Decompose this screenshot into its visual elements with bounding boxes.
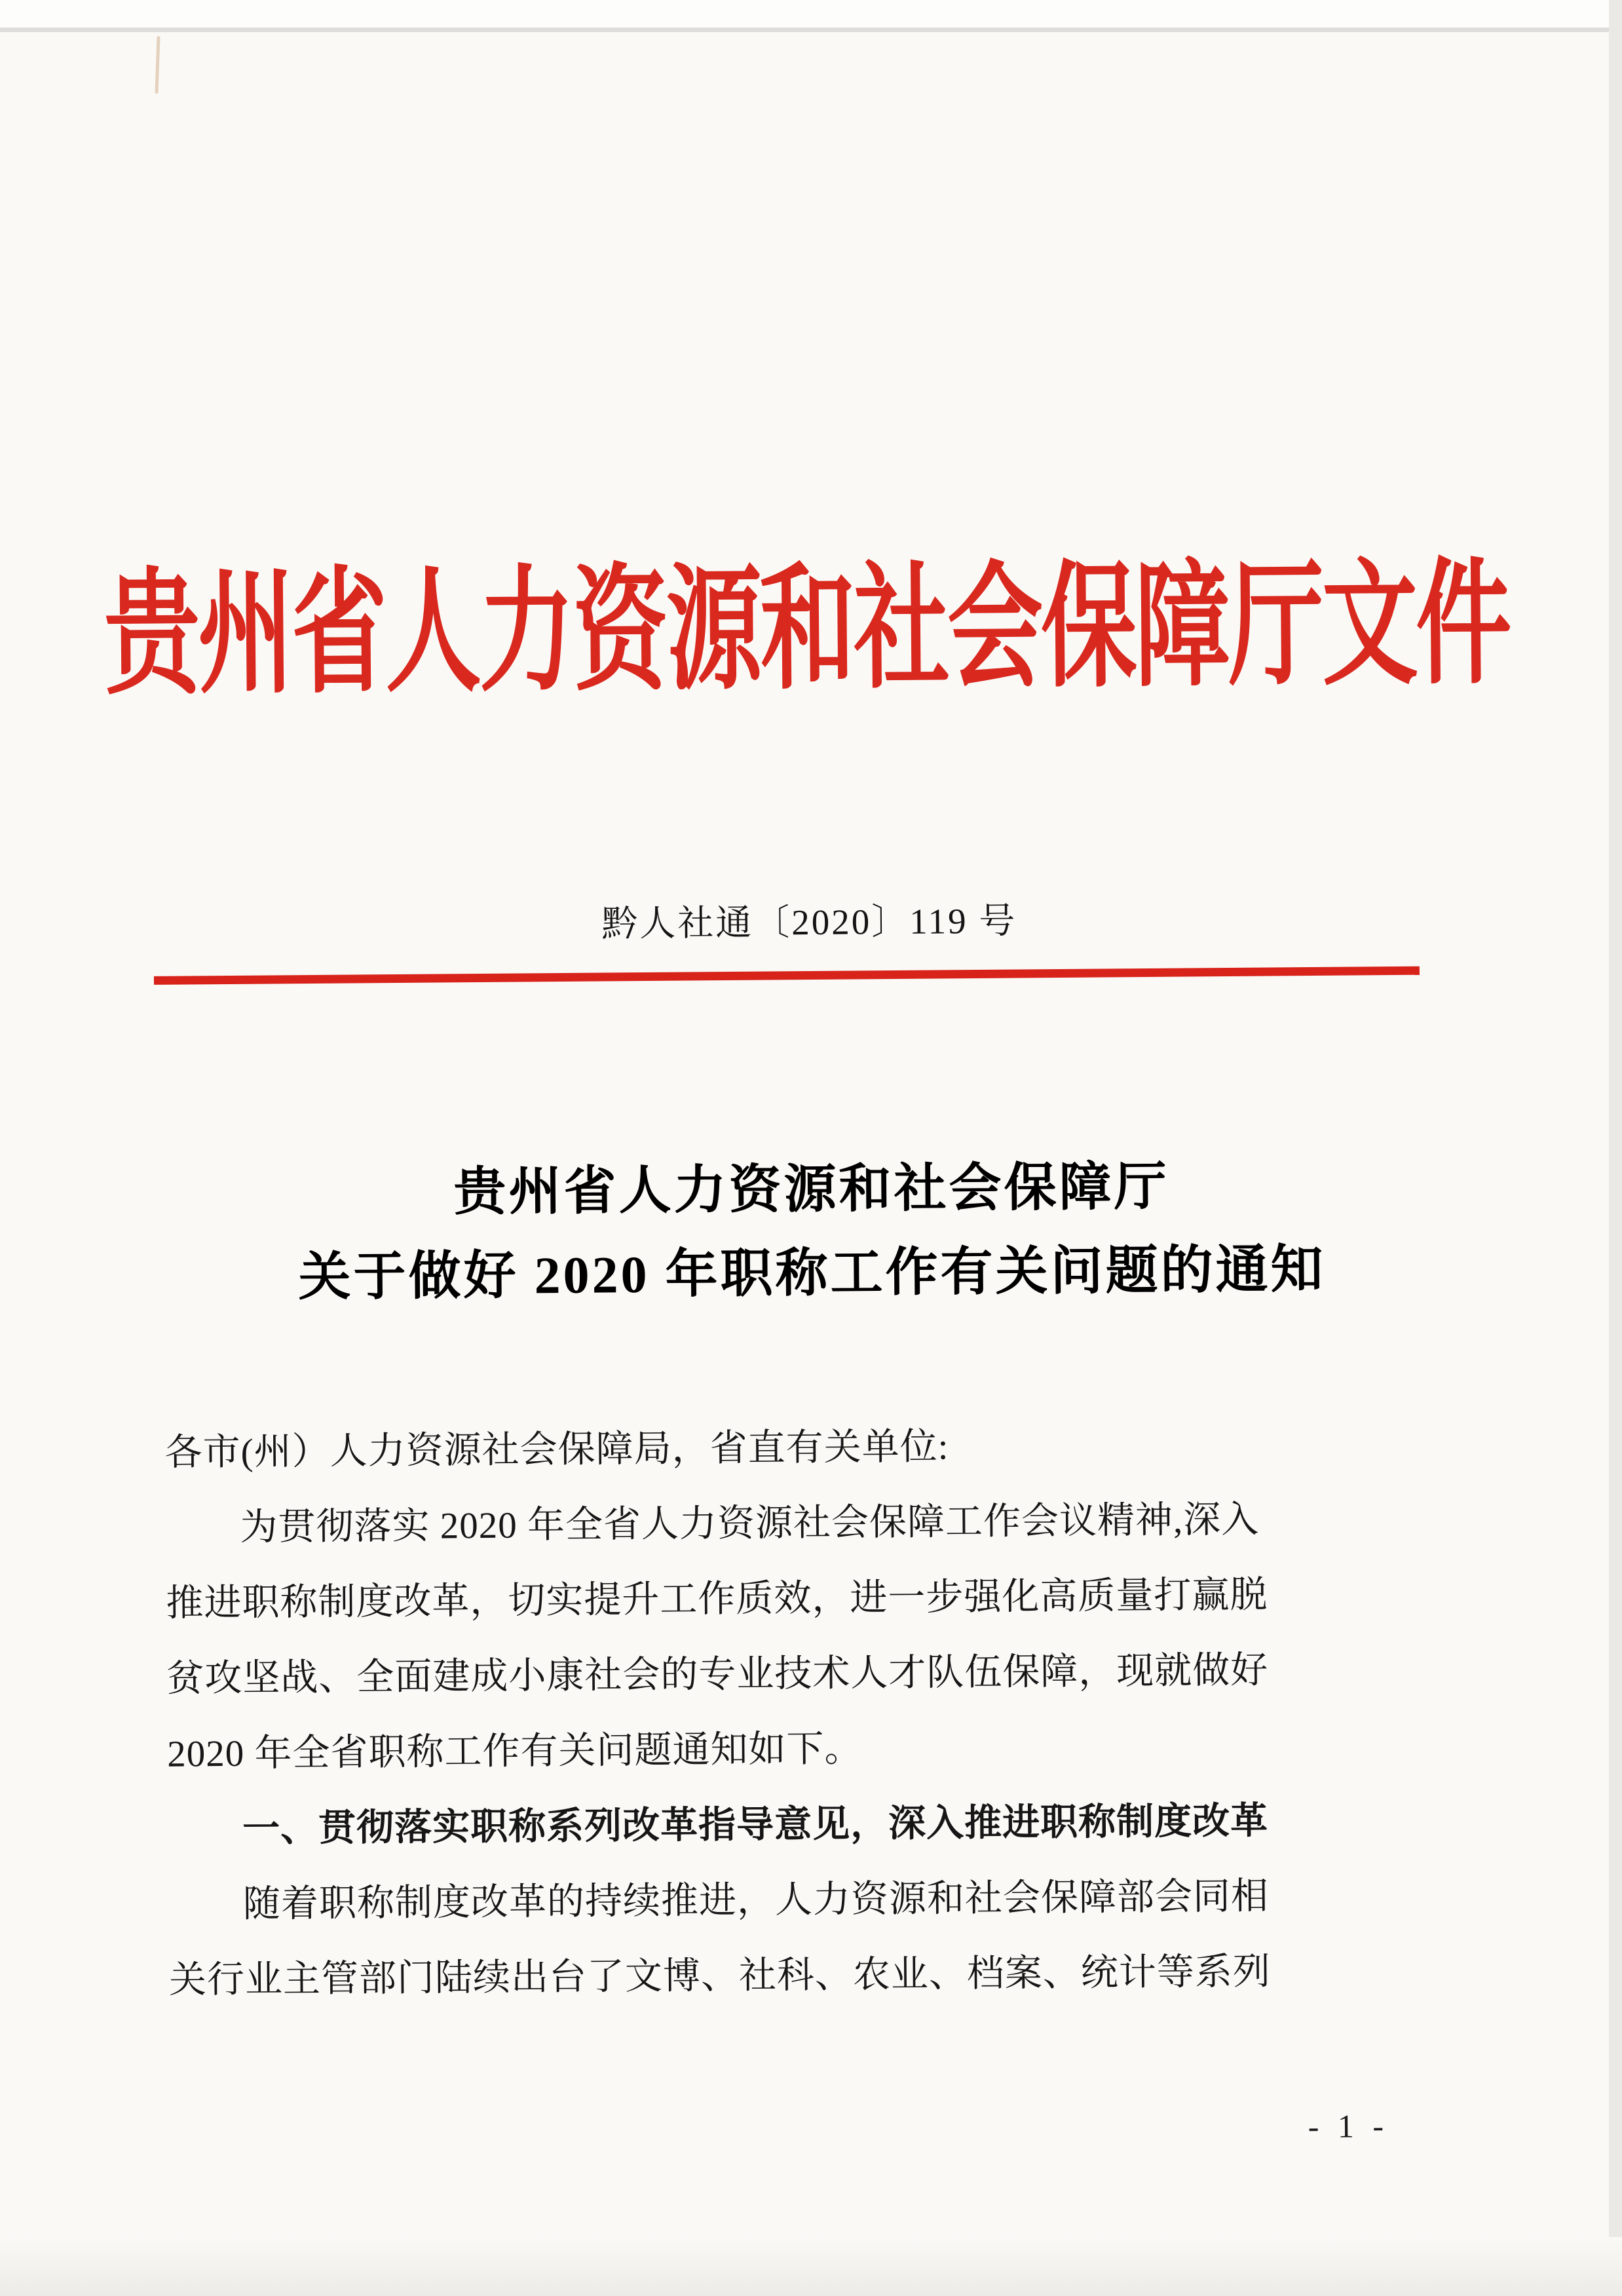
page-number: - 1 - xyxy=(1308,2107,1389,2145)
notice-title xyxy=(0,1141,1622,1322)
body-line: 为贯彻落实 2020 年全省人力资源社会保障工作会议精神,深入 xyxy=(240,1499,1260,1548)
section-heading-line: 一、贯彻落实职称系列改革指导意见，深入推进职称制度改革 xyxy=(242,1800,1269,1850)
document-reference-number: 黔人社通〔2020〕119 号 xyxy=(601,900,1017,944)
agency-masthead-title: 贵州省人力资源和社会保障厅文件 xyxy=(104,549,1511,712)
notice-title-line1: 贵州省人力资源和社会保障厅 xyxy=(453,1158,1169,1222)
body-line: 关行业主管部门陆续出台了文博、社科、农业、档案、统计等系列 xyxy=(168,1951,1272,2001)
red-divider-line xyxy=(154,966,1420,985)
body-line: 2020 年全省职称工作有关问题通知如下。 xyxy=(166,1728,863,1775)
body-line: 推进职称制度改革，切实提升工作质效，进一步强化高质量打赢脱 xyxy=(166,1574,1268,1624)
body-line: 贫攻坚战、全面建成小康社会的专业技术人才队伍保障，现就做好 xyxy=(166,1649,1269,1700)
notice-title-line2: 关于做好 2020 年职称工作有关问题的通知 xyxy=(298,1240,1326,1307)
body-line: 随着职称制度改革的持续推进，人力资源和社会保障部会同相 xyxy=(242,1875,1270,1925)
notice-body xyxy=(164,1405,1473,2018)
salutation-line: 各市(州）人力资源社会保障局，省直有关单位: xyxy=(164,1426,949,1474)
